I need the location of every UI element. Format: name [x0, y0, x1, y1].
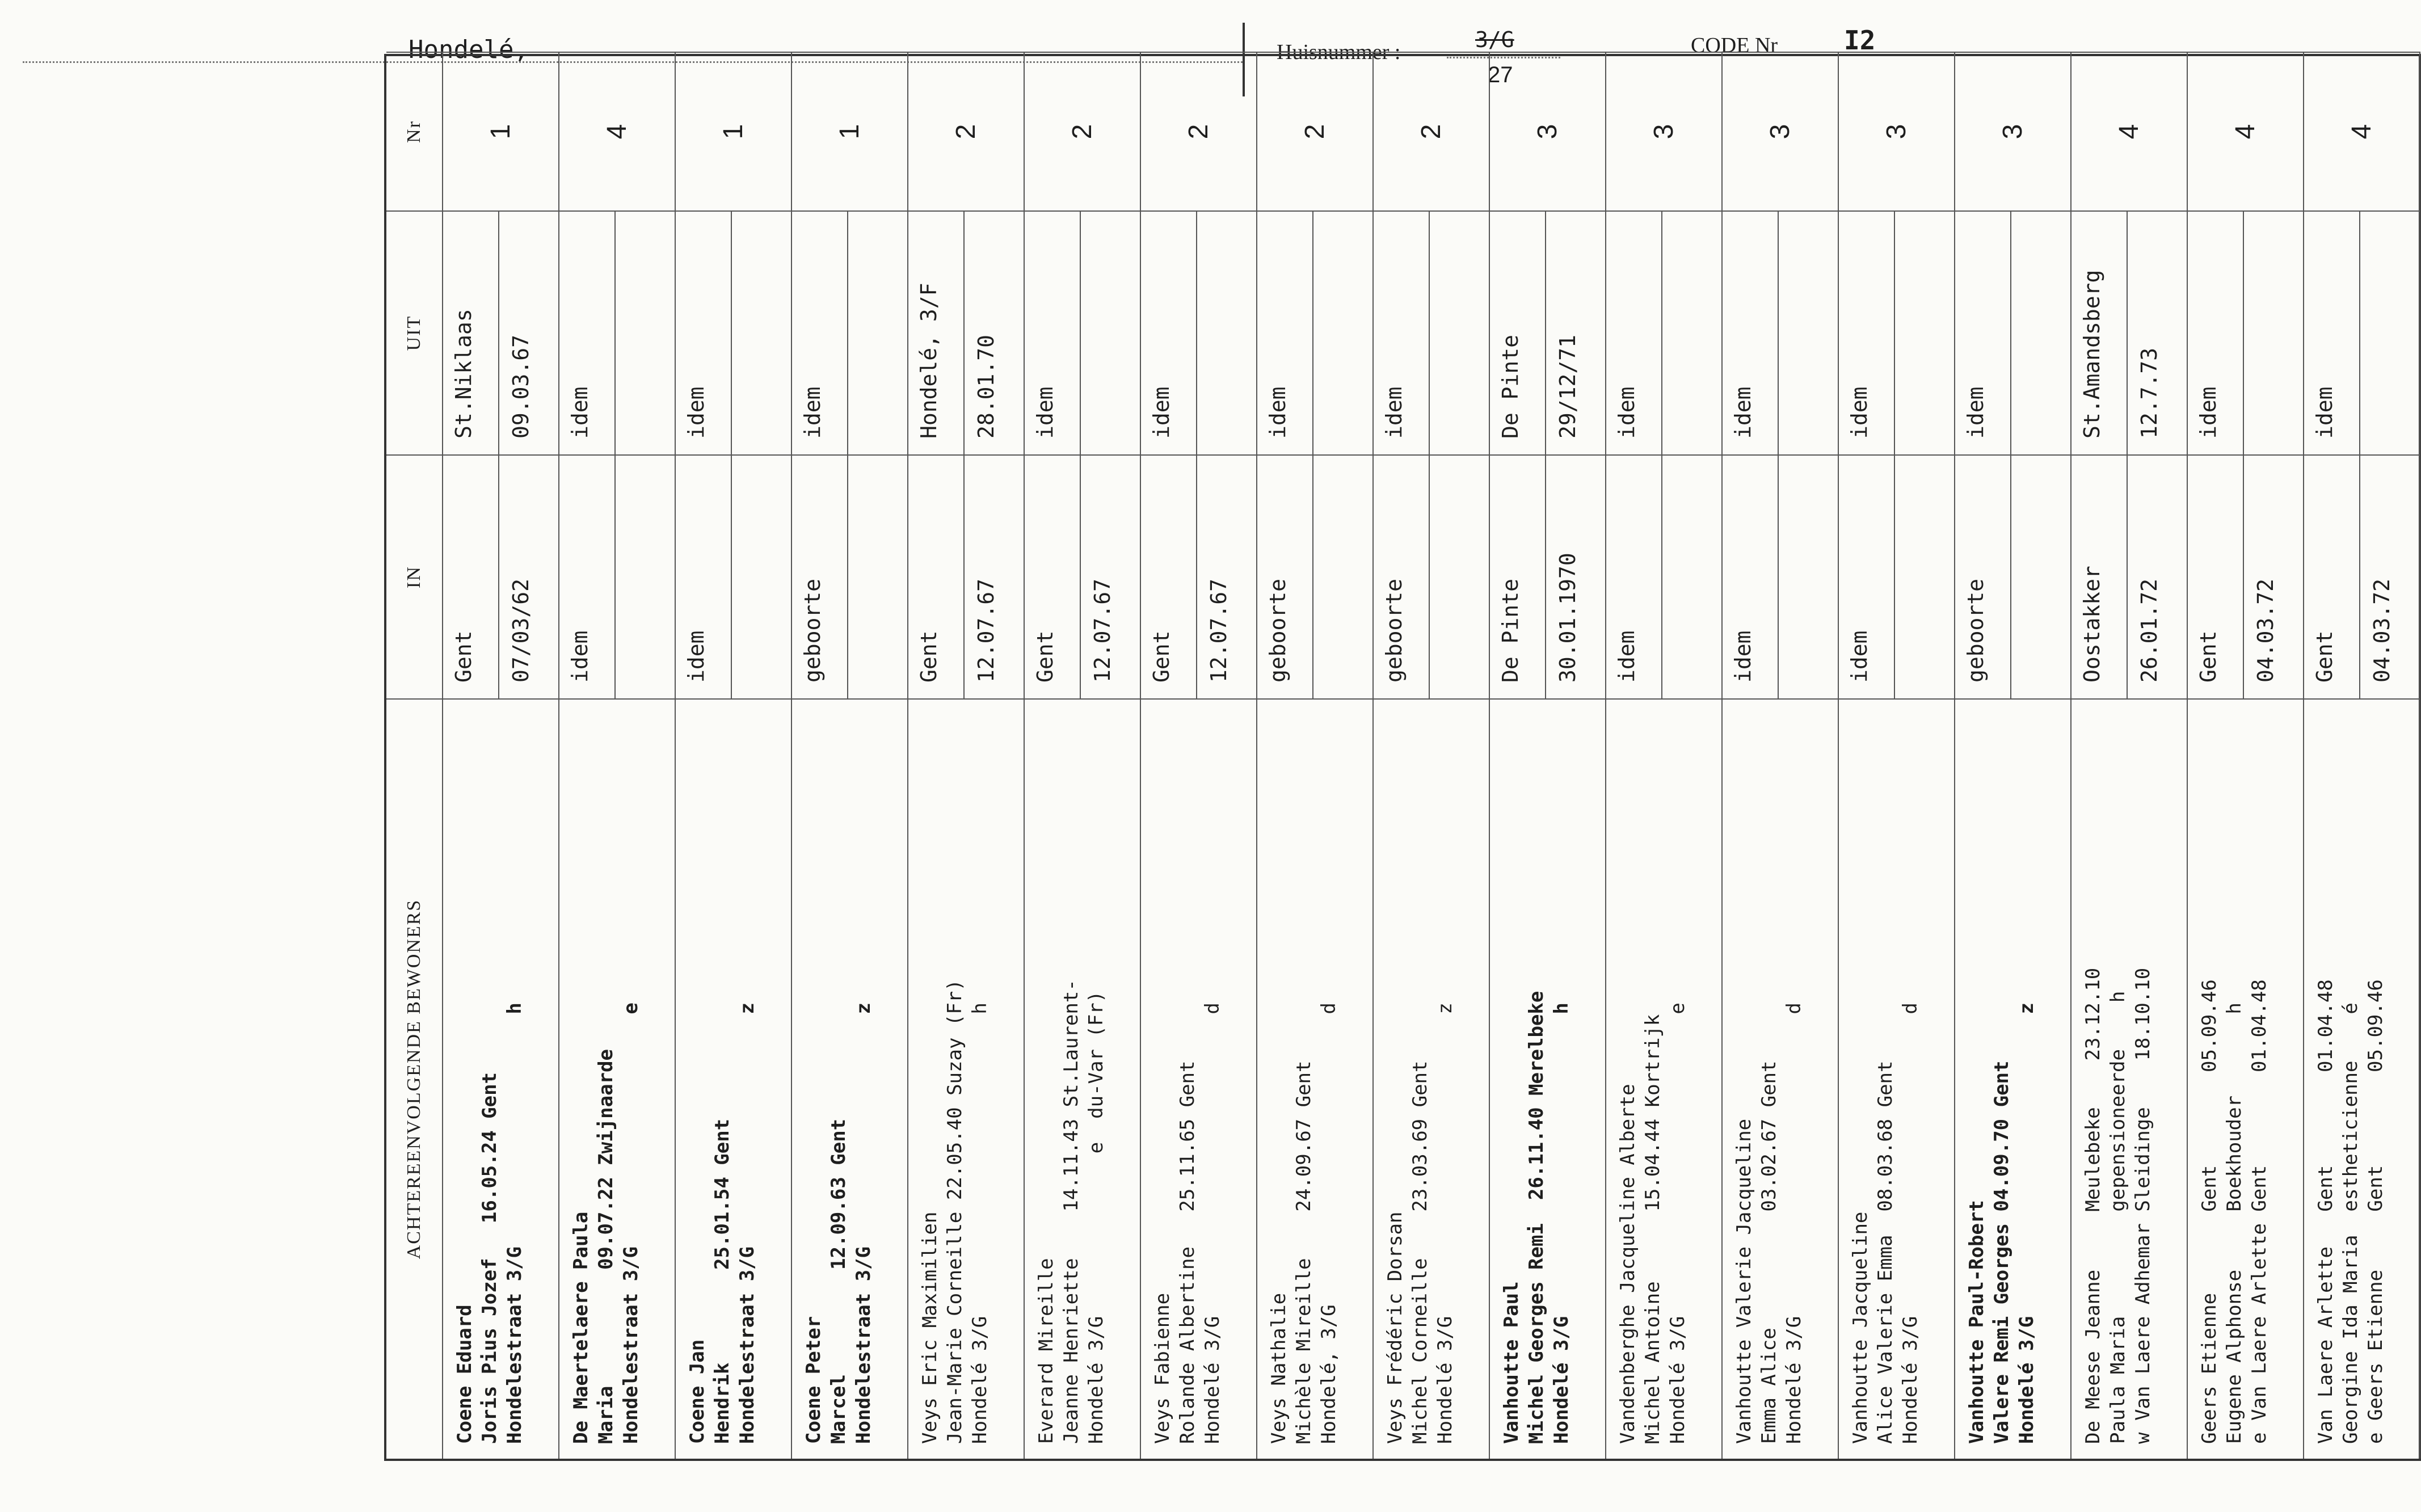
column-header-out-label: UIT	[403, 315, 424, 351]
in-place: geboorte	[1257, 456, 1313, 698]
in-cell	[2188, 454, 2304, 698]
out-date: 09.03.67	[508, 334, 533, 439]
nr-cell	[559, 52, 676, 210]
in-date: 12.07.67	[1206, 578, 1231, 683]
resident-cell	[1141, 698, 1257, 1459]
out-cell	[559, 210, 676, 454]
resident-line: Maria 09.07.22 Zwijnaarde	[595, 1049, 618, 1444]
row-number: 4	[602, 124, 632, 140]
nr-cell	[1141, 52, 1257, 210]
resident-line: Hondelé 3/G d	[1783, 1003, 1806, 1444]
column-header-nr-label: Nr	[403, 120, 424, 143]
out-cell	[1723, 210, 1839, 454]
code-label: CODE Nr	[1691, 33, 1778, 57]
in-cell	[1141, 454, 1257, 698]
nr-cell	[1839, 52, 1955, 210]
in-place: idem	[1839, 456, 1895, 698]
in-date	[1662, 456, 1721, 698]
in-place: Gent	[2304, 456, 2360, 698]
resident-line: Paula Maria gepensioneerde h	[2107, 991, 2130, 1444]
resident-cell	[1257, 698, 1374, 1459]
out-date	[1313, 212, 1372, 454]
out-date	[1895, 212, 1954, 454]
out-place: idem	[1723, 212, 1779, 454]
out-date: 12.7.73	[2137, 347, 2162, 439]
resident-line: Van Laere Arlette Gent 01.04.48	[2314, 979, 2337, 1444]
in-place: De Pinte	[1490, 456, 1546, 698]
resident-line: Vandenberghe Jacqueline Alberte	[1616, 1084, 1639, 1444]
in-cell	[2071, 454, 2188, 698]
out-date	[732, 212, 791, 454]
out-cell	[1955, 210, 2071, 454]
out-cell	[1141, 210, 1257, 454]
out-cell	[676, 210, 792, 454]
in-place: Gent	[908, 456, 965, 698]
in-date	[2011, 456, 2070, 698]
resident-line: Coene Eduard	[453, 1304, 476, 1444]
in-date: 12.07.67	[974, 578, 999, 683]
out-place: St.Niklaas	[443, 212, 499, 454]
in-cell	[1025, 454, 1141, 698]
house-number-label: Huisnummer :	[1277, 40, 1401, 64]
nr-cell	[908, 52, 1025, 210]
row-number: 2	[1067, 124, 1097, 140]
out-place: idem	[792, 212, 848, 454]
out-place: idem	[1141, 212, 1197, 454]
resident-cell	[2071, 698, 2188, 1459]
in-place: geboorte	[792, 456, 848, 698]
in-place: Oostakker	[2071, 456, 2128, 698]
nr-cell	[2188, 52, 2304, 210]
resident-line: Vanhoutte Paul-Robert	[1965, 1200, 1988, 1444]
row-number: 3	[1649, 124, 1679, 140]
nr-cell	[1606, 52, 1723, 210]
code-value: I2	[1844, 25, 1876, 56]
resident-cell	[1839, 698, 1955, 1459]
resident-line: Coene Peter	[802, 1316, 825, 1444]
nr-cell	[2304, 52, 2420, 210]
out-date	[2244, 212, 2303, 454]
resident-line: Emma Alice 03.02.67 Gent	[1758, 1060, 1781, 1444]
out-cell	[1490, 210, 1606, 454]
resident-line: Hondelestraat 3/G e	[620, 1003, 643, 1444]
resident-line: Veys Nathalie	[1268, 1292, 1290, 1444]
resident-line: Hendrik 25.01.54 Gent	[711, 1118, 734, 1444]
in-date	[848, 456, 907, 698]
in-date: 30.01.1970	[1555, 553, 1580, 683]
resident-line: Vanhoutte Valerie Jacqueline	[1733, 1118, 1755, 1444]
nr-cell	[1955, 52, 2071, 210]
resident-line: Rolande Albertine 25.11.65 Gent	[1176, 1060, 1199, 1444]
resident-line: Hondelé 3/G z	[1434, 1003, 1457, 1444]
out-place: St.Amandsberg	[2071, 212, 2128, 454]
column-header-in-label: IN	[403, 566, 424, 588]
resident-cell	[1955, 698, 2071, 1459]
resident-cell	[1606, 698, 1723, 1459]
nr-cell	[443, 52, 559, 210]
out-date	[2011, 212, 2070, 454]
resident-line: Marcel 12.09.63 Gent	[827, 1118, 850, 1444]
resident-line: Michel Corneille 23.03.69 Gent	[1409, 1060, 1432, 1444]
row-number: 4	[2347, 124, 2377, 140]
in-date: 26.01.72	[2137, 578, 2162, 683]
resident-line: Hondelestraat 3/G h	[503, 1003, 527, 1444]
row-number: 4	[2114, 124, 2144, 140]
out-place: idem	[1839, 212, 1895, 454]
resident-line: De Maertelaere Paula	[570, 1211, 592, 1444]
resident-cell	[1490, 698, 1606, 1459]
in-place: Gent	[1141, 456, 1197, 698]
in-cell	[676, 454, 792, 698]
out-place: idem	[2304, 212, 2360, 454]
row-number: 1	[835, 124, 865, 140]
in-cell	[792, 454, 908, 698]
resident-cell	[1723, 698, 1839, 1459]
out-date	[1081, 212, 1140, 454]
column-header-nr	[386, 52, 443, 210]
resident-line: Hondelestraat 3/G z	[852, 1003, 875, 1444]
resident-cell	[676, 698, 792, 1459]
resident-line: Hondelestraat 3/G z	[736, 1003, 759, 1444]
out-cell	[792, 210, 908, 454]
in-date	[1895, 456, 1954, 698]
column-header-in	[386, 454, 443, 698]
out-cell	[443, 210, 559, 454]
out-date	[1430, 212, 1489, 454]
row-number: 1	[486, 124, 516, 140]
in-place: Gent	[1025, 456, 1081, 698]
out-date	[1779, 212, 1838, 454]
out-date	[616, 212, 675, 454]
resident-line: Geers Etienne Gent 05.09.46	[2198, 979, 2221, 1444]
resident-line: Veys Frédéric Dorsan	[1384, 1211, 1407, 1444]
out-date	[848, 212, 907, 454]
in-cell	[1723, 454, 1839, 698]
resident-cell	[2188, 698, 2304, 1459]
resident-cell	[1025, 698, 1141, 1459]
resident-line: Jeanne Henriette 14.11.43 St.Laurent-	[1060, 979, 1083, 1444]
out-place: idem	[1374, 212, 1430, 454]
resident-line: Veys Eric Maximilien	[919, 1211, 941, 1444]
out-cell	[908, 210, 1025, 454]
out-cell	[1374, 210, 1490, 454]
in-date: 07/03/62	[508, 578, 533, 683]
out-date: 29/12/71	[1555, 334, 1580, 439]
out-date	[1197, 212, 1256, 454]
out-date: 28.01.70	[974, 334, 999, 439]
out-place: idem	[559, 212, 616, 454]
resident-cell	[792, 698, 908, 1459]
row-number: 2	[1184, 124, 1214, 140]
in-date	[1430, 456, 1489, 698]
out-place: idem	[1955, 212, 2011, 454]
nr-cell	[2071, 52, 2188, 210]
nr-cell	[1374, 52, 1490, 210]
residents-register-sheet	[384, 54, 2421, 1461]
resident-line: Vanhoutte Paul	[1500, 1281, 1523, 1444]
resident-line: Hondelé 3/G e	[1666, 1003, 1690, 1444]
row-number: 2	[1300, 124, 1330, 140]
row-number: 1	[718, 124, 748, 140]
in-date: 04.03.72	[2253, 578, 2278, 683]
row-number: 2	[951, 124, 981, 140]
in-date: 12.07.67	[1090, 578, 1115, 683]
out-place: Hondelé, 3/F	[908, 212, 965, 454]
resident-line: Michèle Mireille 24.09.67 Gent	[1292, 1060, 1316, 1444]
out-place: idem	[1025, 212, 1081, 454]
out-place: idem	[1606, 212, 1662, 454]
out-cell	[2071, 210, 2188, 454]
in-place: idem	[559, 456, 616, 698]
house-number-new: 27	[1488, 62, 1513, 87]
resident-line: Hondelé, 3/G d	[1317, 1003, 1341, 1444]
row-number: 2	[1416, 124, 1446, 140]
out-date	[1662, 212, 1721, 454]
resident-line: Hondelé 3/G d	[1899, 1003, 1922, 1444]
in-place: Gent	[443, 456, 499, 698]
out-cell	[1839, 210, 1955, 454]
resident-line: Coene Jan	[686, 1339, 709, 1444]
in-place: idem	[1606, 456, 1662, 698]
in-cell	[1374, 454, 1490, 698]
nr-cell	[676, 52, 792, 210]
resident-line: Hondelé 3/G h	[1550, 1003, 1573, 1444]
resident-line: e Geers Etienne Gent 05.09.46	[2364, 979, 2388, 1444]
house-number-old: 3/G	[1475, 27, 1514, 52]
resident-line: e Van Laere Arlette Gent 01.04.48	[2248, 979, 2271, 1444]
row-number: 3	[1532, 124, 1563, 140]
resident-line: Eugene Alphonse Boekhouder h	[2223, 1003, 2246, 1444]
in-cell	[1839, 454, 1955, 698]
in-place: geboorte	[1955, 456, 2011, 698]
row-number: 3	[1765, 124, 1795, 140]
in-date	[1313, 456, 1372, 698]
in-cell	[1955, 454, 2071, 698]
nr-cell	[1025, 52, 1141, 210]
street-name: Hondelé,	[409, 35, 529, 64]
out-place: De Pinte	[1490, 212, 1546, 454]
column-header-residents	[386, 698, 443, 1459]
resident-line: Vanhoutte Jacqueline	[1849, 1211, 1872, 1444]
row-number: 4	[2230, 124, 2260, 140]
in-cell	[1606, 454, 1723, 698]
out-cell	[2188, 210, 2304, 454]
residents-table	[384, 54, 2421, 1461]
out-place: idem	[1257, 212, 1313, 454]
resident-line: Hondelé 3/G h	[969, 1003, 992, 1444]
in-cell	[1257, 454, 1374, 698]
resident-line: Georgine Ida Maria estheticienne é	[2339, 1003, 2363, 1444]
resident-line: Veys Fabienne	[1151, 1292, 1174, 1444]
out-date	[2360, 212, 2419, 454]
column-header-out	[386, 210, 443, 454]
in-cell	[443, 454, 559, 698]
resident-line: Valere Remi Georges 04.09.70 Gent	[1990, 1060, 2014, 1444]
resident-line: Michel Antoine 15.04.44 Kortrijk	[1641, 1014, 1665, 1444]
in-place: idem	[1723, 456, 1779, 698]
out-cell	[2304, 210, 2420, 454]
out-cell	[1606, 210, 1723, 454]
resident-line: Michel Georges Remi 26.11.40 Merelbeke	[1525, 991, 1548, 1444]
out-cell	[1257, 210, 1374, 454]
column-header-residents-label: ACHTEREENVOLGENDE BEWONERS	[403, 899, 424, 1260]
resident-cell	[443, 698, 559, 1459]
resident-line: Everard Mireille	[1035, 1258, 1058, 1444]
out-place: idem	[2188, 212, 2244, 454]
out-cell	[1025, 210, 1141, 454]
in-date: 04.03.72	[2369, 578, 2394, 683]
resident-line: Hondelé 3/G e du-Var (Fr)	[1085, 991, 1108, 1444]
resident-line: w Van Laere Adhemar Sleidinge 18.10.10	[2132, 967, 2155, 1444]
nr-cell	[1723, 52, 1839, 210]
resident-line: Hondelé 3/G z	[2015, 1003, 2039, 1444]
resident-line: De Meese Jeanne Meulebeke 23.12.10	[2082, 967, 2104, 1444]
in-cell	[559, 454, 676, 698]
in-cell	[2304, 454, 2420, 698]
resident-line: Jean-Marie Corneille 22.05.40 Suzay (Fr)	[944, 979, 967, 1444]
in-date	[1779, 456, 1838, 698]
out-place: idem	[676, 212, 732, 454]
row-number: 3	[1998, 124, 2028, 140]
resident-cell	[2304, 698, 2420, 1459]
resident-cell	[559, 698, 676, 1459]
row-number: 3	[1881, 124, 1911, 140]
resident-cell	[1374, 698, 1490, 1459]
resident-line: Hondelé 3/G d	[1201, 1003, 1224, 1444]
in-cell	[1490, 454, 1606, 698]
in-place: Gent	[2188, 456, 2244, 698]
nr-cell	[1257, 52, 1374, 210]
in-place: idem	[676, 456, 732, 698]
in-cell	[908, 454, 1025, 698]
in-date	[616, 456, 675, 698]
in-date	[732, 456, 791, 698]
resident-line: Alice Valerie Emma 08.03.68 Gent	[1874, 1060, 1897, 1444]
nr-cell	[792, 52, 908, 210]
resident-line: Joris Pius Jozef 16.05.24 Gent	[478, 1072, 502, 1444]
nr-cell	[1490, 52, 1606, 210]
in-place: geboorte	[1374, 456, 1430, 698]
resident-cell	[908, 698, 1025, 1459]
